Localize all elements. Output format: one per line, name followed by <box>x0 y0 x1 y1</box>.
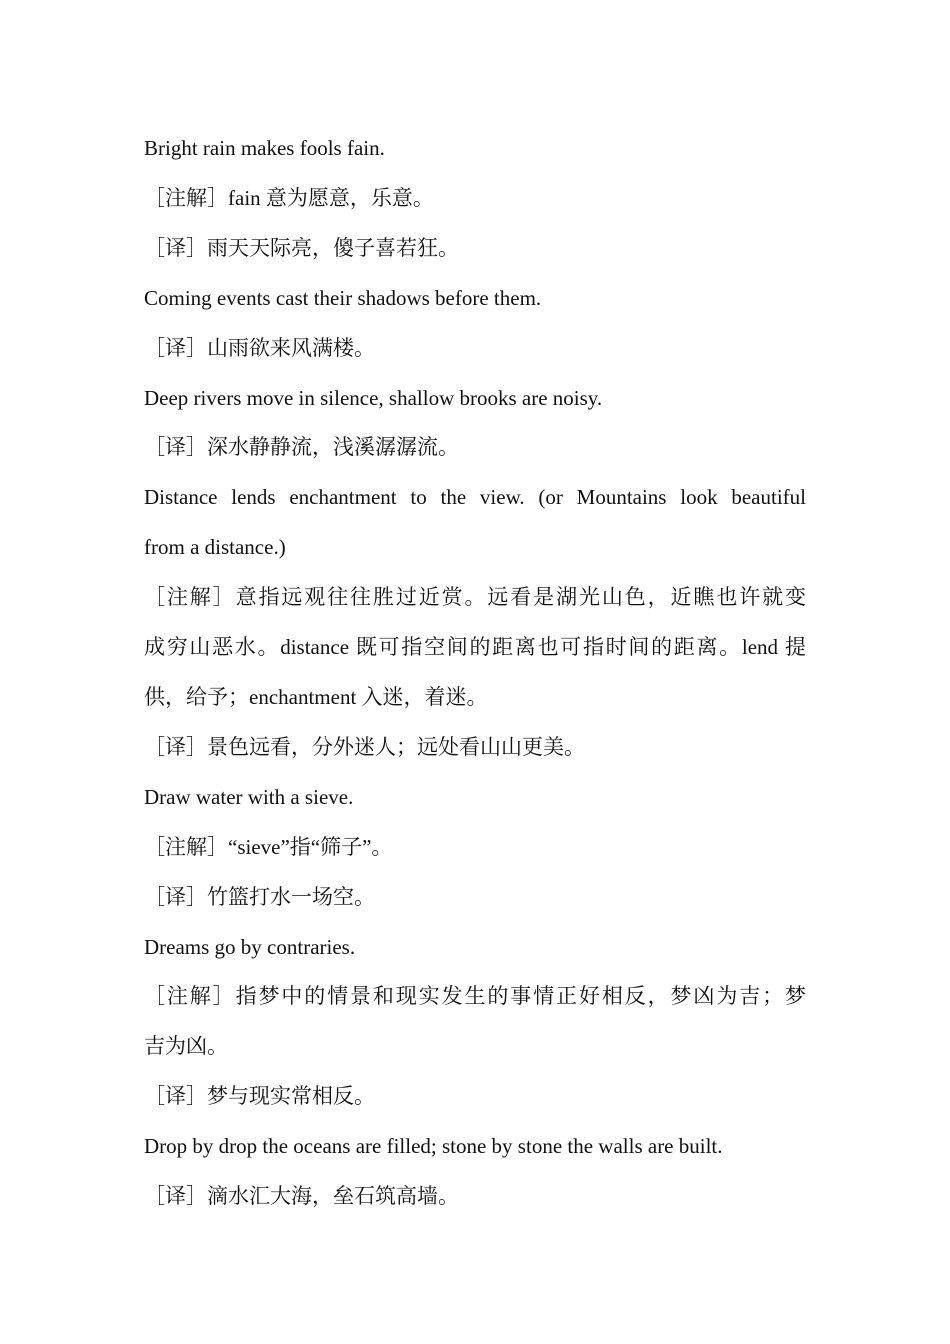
note-line: ［注解］“sieve”指“筛子”。 <box>144 834 393 859</box>
note-line: 供，给予；enchantment 入迷，着迷。 <box>144 684 488 709</box>
translation-line: ［译］山雨欲来风满楼。 <box>144 335 375 360</box>
translation-line: ［译］滴水汇大海，垒石筑高墙。 <box>144 1184 459 1209</box>
proverb-line: Dreams go by contraries. <box>144 934 356 959</box>
translation-line: ［译］景色远看，分外迷人；远处看山山更美。 <box>144 734 585 759</box>
proverb-line: Distance lends enchantment to the view. (or Mountains look beautiful <box>144 485 806 510</box>
proverb-line: Coming events cast their shadows before them. <box>144 285 542 310</box>
proverb-line: Deep rivers move in silence, shallow brooks are noisy. <box>144 385 603 410</box>
translation-line: ［译］雨天天际亮，傻子喜若狂。 <box>144 235 459 260</box>
proverb-line: Draw water with a sieve. <box>144 784 354 809</box>
translation-line: ［译］深水静静流，浅溪潺潺流。 <box>144 435 459 460</box>
translation-line: ［译］竹篮打水一场空。 <box>144 884 375 909</box>
proverb-line: Drop by drop the oceans are filled; stone by stone the walls are built. <box>144 1134 723 1159</box>
proverb-line: from a distance.) <box>144 535 286 560</box>
translation-line: ［译］梦与现实常相反。 <box>144 1084 375 1109</box>
note-line: 成穷山恶水。distance 既可指空间的距离也可指时间的距离。lend 提 <box>144 635 806 660</box>
note-line: ［注解］指梦中的情景和现实发生的事情正好相反，梦凶为吉；梦 <box>144 984 806 1009</box>
note-line: 吉为凶。 <box>144 1034 228 1059</box>
document-page <box>144 124 806 1222</box>
note-line: ［注解］意指远观往往胜过近赏。远看是湖光山色，近瞧也许就变 <box>144 585 806 610</box>
proverb-line: Bright rain makes fools fain. <box>144 136 385 160</box>
note-line: ［注解］fain 意为愿意，乐意。 <box>144 185 434 210</box>
